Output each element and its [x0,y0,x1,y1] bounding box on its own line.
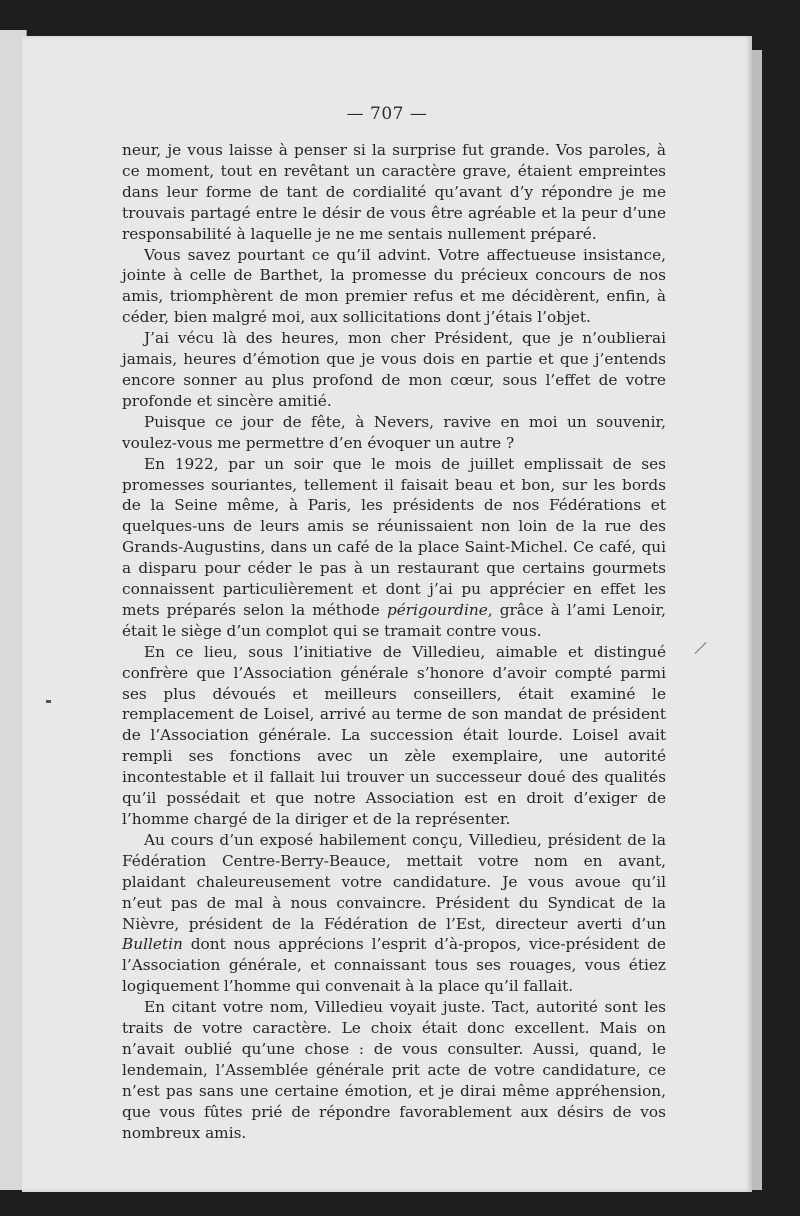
italic-text: Bulletin [122,935,183,954]
paragraph [122,412,666,454]
page-number: — 707 — [346,104,428,124]
paragraph-text: Vous savez pourtant ce qu’il advint. Votre affectueuse insistance, jointe à celle de Barthet, la promesse du précieux concours de nos amis, triomphèrent de mon premier refus et me décidèrent, enfin, à céder, bien malgré moi, aux sollicitations dont j’étais l’objet. [122,245,666,327]
paragraph [122,140,666,245]
paragraph-text: En citant votre nom, Villedieu voyait juste. Tact, autorité sont les traits de votre caractère. Le choix était donc excellent. Mais on n’avait oublié qu’une chose : de vous consulter. Aussi, quand, le lendemain, l’Assemblée générale prit acte de votre candidature, ce n’est pas sans une certaine émotion, et je dirai même appréhension, que vous fûtes prié de répondre favorablement aux désirs de vos nombreux amis. [122,998,666,1142]
paragraph-text: , grâce à l’ami Lenoir, était le siège d’un complot qui se tramait contre vous. [122,600,666,640]
margin-mark [46,700,51,703]
paragraph-text: dont nous apprécions l’esprit d’à-propos, vice-président de l’Association générale, et connaissant tous ses rouages, vous étiez logiquement l’homme qui convenait à la place qu’il fallait. [122,935,666,996]
paragraph [122,642,666,830]
paragraph [122,454,666,642]
paragraph [122,830,666,997]
paragraph-text: J’ai vécu là des heures, mon cher Président, que je n’oublierai jamais, heures d’émotion que je vous dois en partie et que j’entends encore sonner au plus profond de mon cœur, sous l’effet de votre profonde et sincère amitié. [122,329,666,410]
paragraph [122,328,666,412]
paragraph-text: En ce lieu, sous l’initiative de Villedieu, aimable et distingué confrère que l’Association générale s’honore d’avoir compté parmi ses plus dévoués et meilleurs conseillers, était examiné le remplacement de Loisel, arrivé au terme de son mandat de président de l’Association générale. La succession était lourde. Loisel avait rempli ses fonctions avec un zèle exemplaire, une autorité incontestable et il fallait lui trouver un successeur doué des qualités qu’il possédait et que notre Association est en droit d’exiger de l’homme chargé de la diriger et de la représenter. [122,642,666,828]
paragraph [122,245,666,329]
italic-text: périgourdine [386,600,488,619]
body-text [122,140,666,1144]
paragraph-text: En 1922, par un soir que le mois de juillet emplissait de ses promesses souriantes, tellement il faisait beau et bon, sur les bords de la Seine même, à Paris, les présidents de nos Fédérations et quelques-uns de leurs amis se réunissaient non loin de la rue des Grands-Augustins, dans un café de la place Saint-Michel. Ce café, qui a disparu pour céder le pas à un restaurant que certains gourmets connaissent particulièrement et dont j’ai pu apprécier en effet les mets préparés selon la méthode [122,454,666,619]
paragraph-text: Puisque ce jour de fête, à Nevers, ravive en moi un souvenir, voulez-vous me permettre d’en évoquer un autre ? [122,412,666,452]
paragraph-text: neur, je vous laisse à penser si la surprise fut grande. Vos paroles, à ce moment, tout en revêtant un caractère grave, étaient empreintes dans leur forme de tant de cordialité qu’avant d’y répondre je me trouvais partagé entre le désir de vous être agréable et la peur d’une responsabilité à laquelle je ne me sentais nullement préparé. [122,141,666,243]
page-sheet [22,36,752,1192]
paragraph-text: Au cours d’un exposé habilement conçu, Villedieu, président de la Fédération Centre-Berry-Beauce, mettait votre nom en avant, plaidant chaleureusement votre candidature. Je vous avoue qu’il n’eut pas de mal à nous convaincre. Président du Syndicat de la Nièvre, président de la Fédération de l’Est, directeur averti d’un [122,830,666,933]
paragraph [122,997,666,1143]
